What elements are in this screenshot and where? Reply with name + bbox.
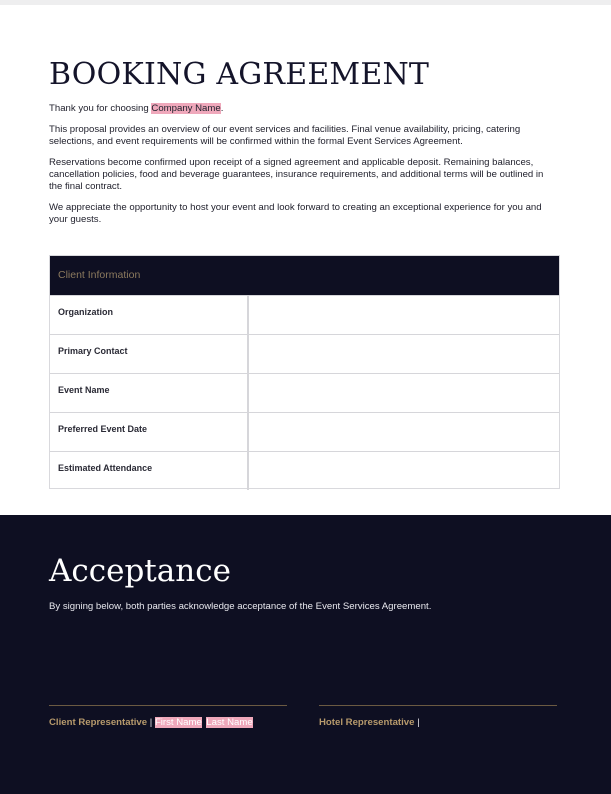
table-row — [50, 295, 559, 334]
primary-contact-field[interactable] — [249, 335, 559, 373]
intro-suffix: . — [220, 103, 224, 114]
company-name-placeholder[interactable]: Company Name — [151, 103, 221, 114]
appreciation-paragraph: We appreciate the opportunity to host your event and look forward to creating an exceptional experience for you and your guests. — [49, 202, 542, 225]
event-name-label: Event Name — [50, 374, 249, 412]
table-row — [50, 412, 559, 451]
organization-label: Organization — [50, 296, 249, 334]
organization-field[interactable] — [249, 296, 559, 334]
event-name-field[interactable] — [249, 374, 559, 412]
first-name-placeholder[interactable]: First Name — [154, 717, 202, 728]
acceptance-text: By signing below, both parties acknowledge acceptance of the Event Services Agreement. — [49, 601, 432, 612]
estimated-attendance-label: Estimated Attendance — [50, 452, 249, 490]
preferred-event-date-label: Preferred Event Date — [50, 413, 249, 451]
client-information-table — [49, 255, 560, 489]
page-title: BOOKING AGREEMENT — [49, 57, 430, 92]
intro-paragraph — [49, 103, 549, 115]
acceptance-title: Acceptance — [49, 553, 231, 589]
preferred-event-date-field[interactable] — [249, 413, 559, 451]
reservations-paragraph: Reservations become confirmed upon receipt of a signed agreement and applicable deposit. Remaining balances, cancellation policies, food and beverage guarantees, insurance requirements, and additional terms will be outlined in the final contract. — [49, 157, 544, 192]
table-row — [50, 334, 559, 373]
separator: | — [414, 717, 420, 728]
table-row — [50, 373, 559, 412]
hotel-representative-label: Hotel Representative — [319, 717, 415, 728]
client-signature-block[interactable] — [49, 705, 287, 730]
agreement-section — [0, 5, 611, 515]
acceptance-section — [0, 515, 611, 794]
intro-prefix: Thank you for choosing — [49, 103, 152, 114]
client-representative-label: Client Representative — [49, 717, 148, 728]
table-row — [50, 451, 559, 490]
last-name-placeholder[interactable]: Last Name — [206, 717, 253, 728]
hotel-signature-block[interactable] — [319, 705, 557, 730]
primary-contact-label: Primary Contact — [50, 335, 249, 373]
estimated-attendance-field[interactable] — [249, 452, 559, 490]
table-header: Client Information — [50, 256, 559, 295]
separator: | — [147, 717, 155, 728]
overview-paragraph: This proposal provides an overview of our event services and facilities. Final venue availability, pricing, catering selections, and event requirements will be confirmed within the formal Event Services Agreement. — [49, 124, 521, 147]
